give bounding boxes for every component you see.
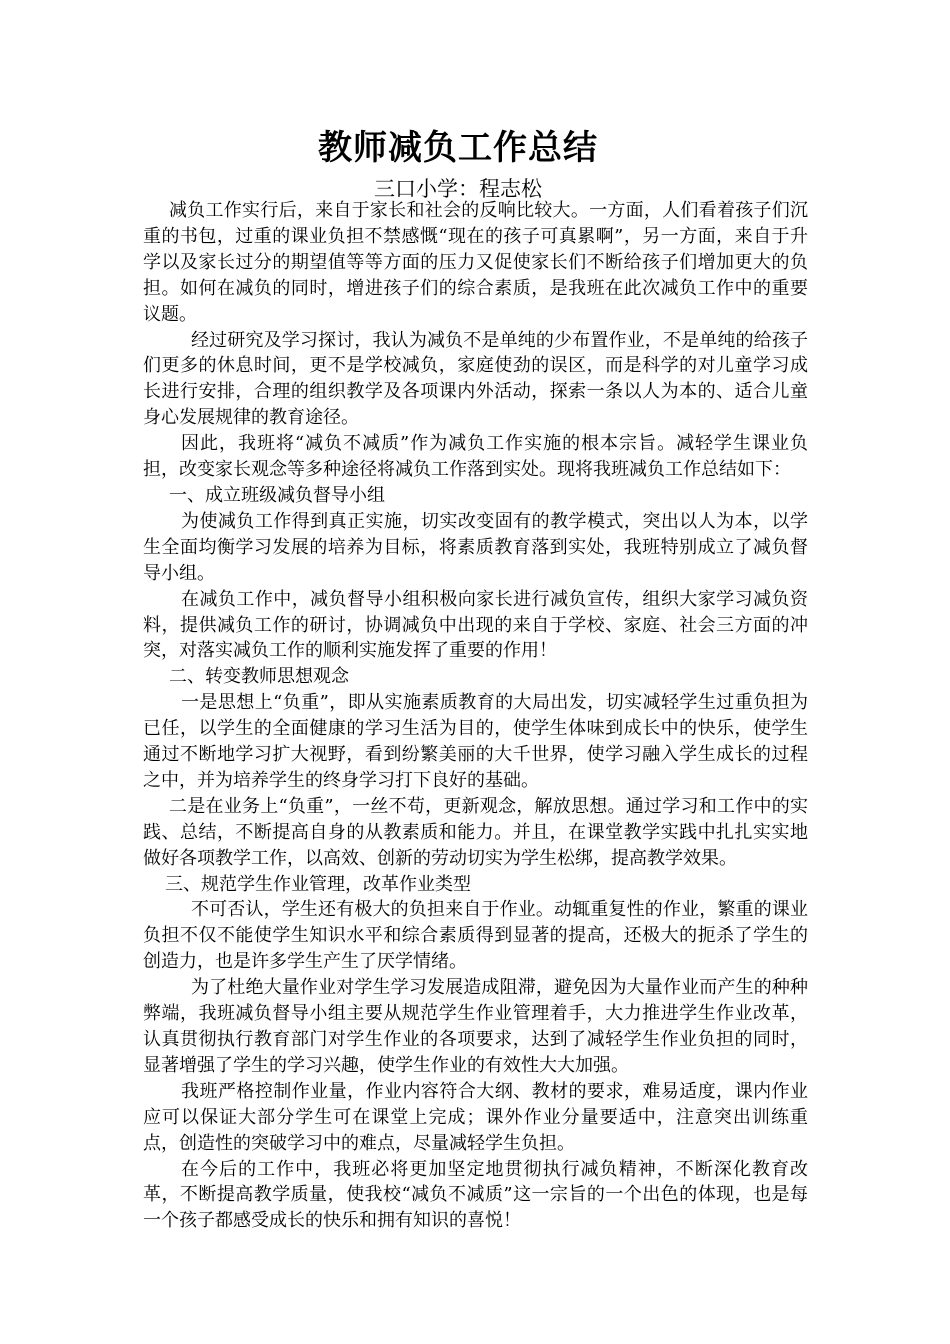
section-heading: 二、转变教师思想观念 bbox=[169, 666, 349, 688]
document-body bbox=[143, 198, 808, 1234]
paragraph: 在今后的工作中，我班必将更加坚定地贯彻执行减负精神，不断深化教育改革，不断提高教学质量，使我校“减负不减质”这一宗旨的一个出色的体现，也是每一个孩子都感受成长的快乐和拥有知识的喜悦！ bbox=[143, 1158, 808, 1232]
paragraph: 减负工作实行后，来自于家长和社会的反响比较大。一方面，人们看着孩子们沉重的书包，过重的课业负担不禁感慨“现在的孩子可真累啊”，另一方面，来自于升学以及家长过分的期望值等等方面的压力又促使家长们不断给孩子们增加更大的负担。如何在减负的同时，增进孩子们的综合素质，是我班在此次减负工作中的重要议题。 bbox=[143, 200, 808, 325]
paragraph: 二是在业务上“负重”，一丝不苟，更新观念，解放思想。通过学习和工作中的实践、总结，不断提高自身的从教素质和能力。并且，在课堂教学实践中扎扎实实地做好各项教学工作，以高效、创新的劳动切实为学生松绑，提高教学效果。 bbox=[143, 795, 808, 869]
section-heading: 三、规范学生作业管理，改革作业类型 bbox=[165, 873, 471, 895]
paragraph: 一是思想上“负重”，即从实施素质教育的大局出发，切实减轻学生过重负担为已任，以学生的全面健康的学习生活为目的，使学生体味到成长中的快乐，使学生通过不断地学习扩大视野，看到纷繁美丽的大千世界，使学习融入学生成长的过程之中，并为培养学生的终身学习打下良好的基础。 bbox=[143, 692, 808, 791]
paragraph: 为了杜绝大量作业对学生学习发展造成阻滞，避免因为大量作业而产生的种种弊端，我班减负督导小组主要从规范学生作业管理着手，大力推进学生作业改革，认真贯彻执行教育部门对学生作业的各项要求，达到了减轻学生作业负担的同时，显著增强了学生的学习兴趣，使学生作业的有效性大大加强。 bbox=[143, 977, 808, 1076]
paragraph: 不可否认，学生还有极大的负担来自于作业。动辄重复性的作业，繁重的课业负担不仅不能使学生知识水平和综合素质得到显著的提高，还极大的扼杀了学生的创造力，也是许多学生产生了厌学情绪。 bbox=[143, 899, 808, 973]
paragraph: 在减负工作中，减负督导小组积极向家长进行减负宣传，组织大家学习减负资料，提供减负工作的研讨，协调减负中出现的来自于学校、家庭、社会三方面的冲突，对落实减负工作的顺利实施发挥了重要的作用！ bbox=[143, 588, 808, 662]
paragraph: 因此，我班将“减负不减质”作为减负工作实施的根本宗旨。减轻学生课业负担，改变家长观念等多种途径将减负工作落到实处。现将我班减负工作总结如下： bbox=[143, 433, 808, 481]
document-title: 教师减负工作总结 bbox=[318, 128, 598, 168]
paragraph: 经过研究及学习探讨，我认为减负不是单纯的少布置作业，不是单纯的给孩子们更多的休息时间，更不是学校减负，家庭使劲的误区，而是科学的对儿童学习成长进行安排，合理的组织教学及各项课内外活动，探索一条以人为本的、适合儿童身心发展规律的教育途径。 bbox=[143, 329, 808, 429]
paragraph: 为使减负工作得到真正实施，切实改变固有的教学模式，突出以人为本，以学生全面均衡学习发展的培养为目标，将素质教育落到实处，我班特别成立了减负督导小组。 bbox=[143, 510, 808, 584]
paragraph: 我班严格控制作业量，作业内容符合大纲、教材的要求，难易适度，课内作业应可以保证大部分学生可在课堂上完成；课外作业分量要适中，注意突出训练重点，创造性的突破学习中的难点，尽量减轻学生负担。 bbox=[143, 1080, 808, 1154]
section-heading: 一、成立班级减负督导小组 bbox=[169, 484, 385, 506]
author-line: 三口小学：程志松 bbox=[374, 177, 542, 201]
